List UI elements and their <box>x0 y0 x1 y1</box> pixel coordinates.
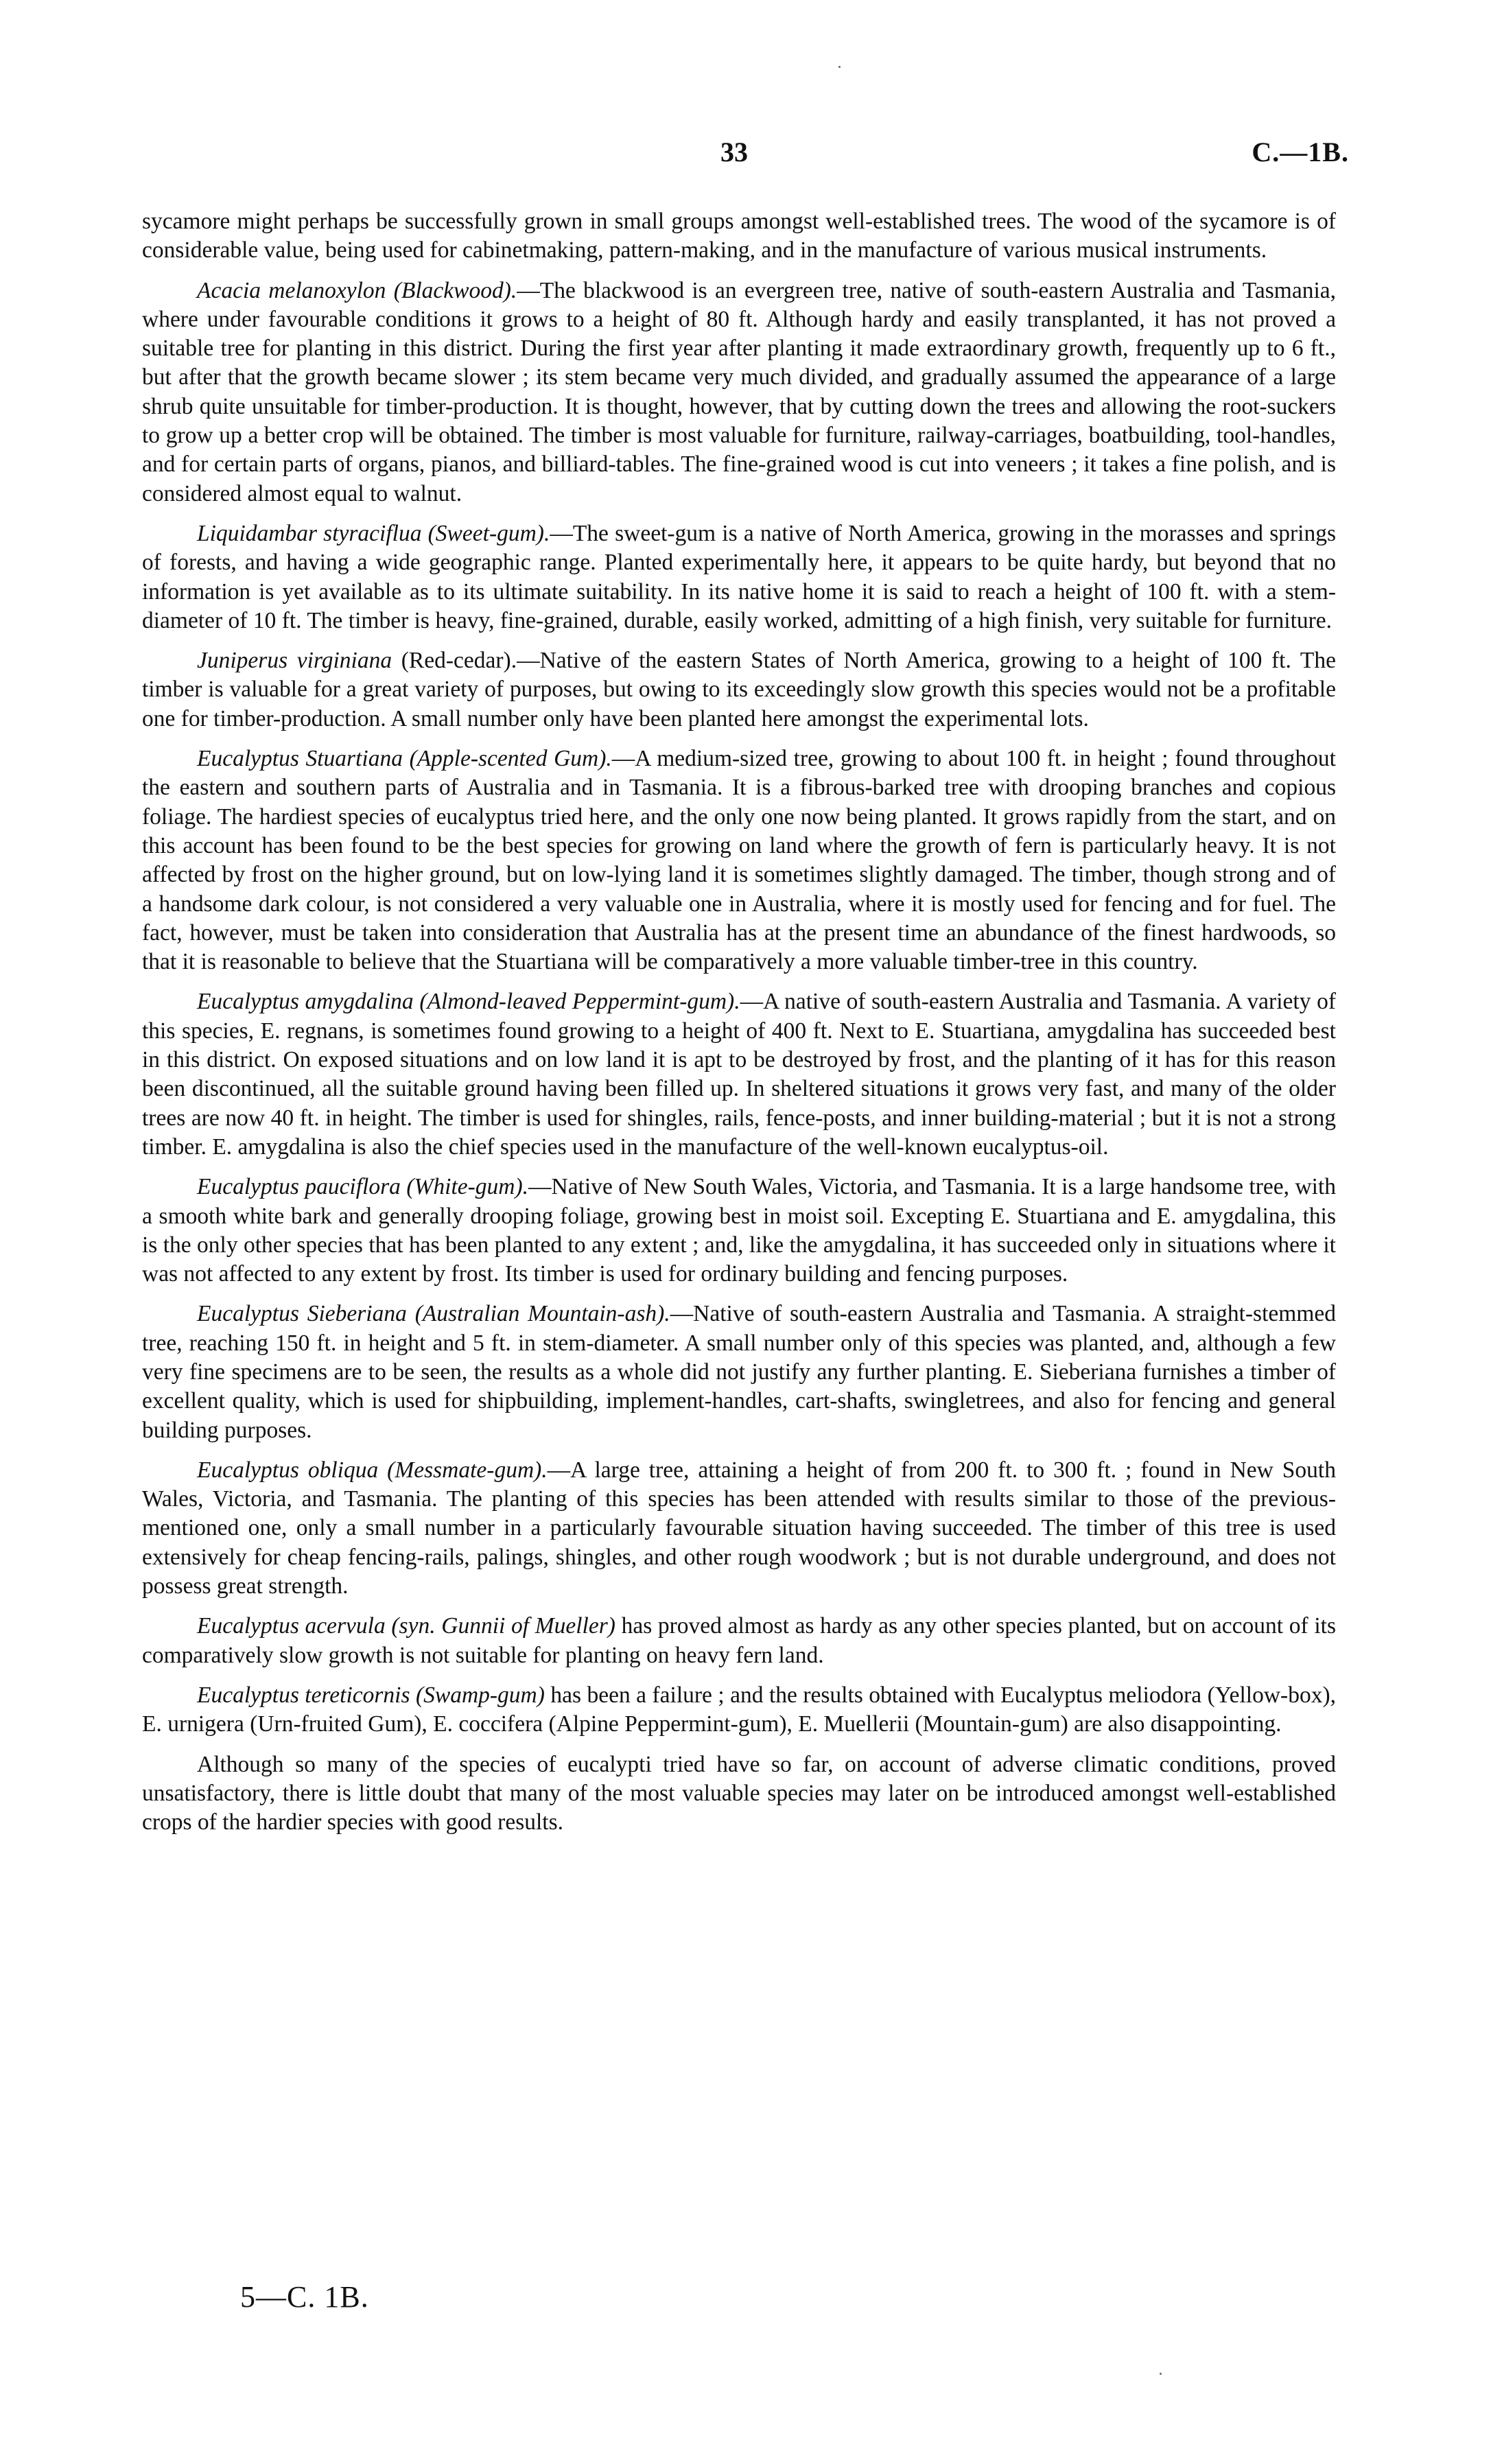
paragraph-text: —The blackwood is an evergreen tree, native of south-eastern Australia and Tasmania, where under favourable conditions it grows to a height of 80 ft. Although hardy and easily transplanted, it has not proved a suitable tree for planting in this district. During the first year after planting it made extraordinary growth, frequently up to 6 ft., but after that the growth became slower ; its stem became very much divided, and gradually assumed the appearance of a large shrub quite unsuitable for timber-production. It is thought, however, that by cutting down the trees and allowing the root-suckers to grow up a better crop will be obtained. The timber is most valuable for furniture, railway-carriages, boatbuilding, tool-handles, and for certain parts of organs, pianos, and billiard-tables. The fine-grained wood is cut into veneers ; it takes a fine polish, and is considered almost equal to walnut. <box>142 277 1337 506</box>
paragraph-blackwood <box>142 277 1336 508</box>
paragraph-mountain-ash <box>142 1300 1336 1444</box>
paragraph-lead: Acacia melanoxylon (Blackwood). <box>197 277 517 303</box>
printer-signature: 5—C. 1B. <box>240 2280 369 2314</box>
paragraph-text: sycamore might perhaps be successfully grown in small groups amongst well-established trees. The wood of the sycamore is of considerable value, being used for cabinetmaking, pattern-making, and in the manufacture of various musical instruments. <box>142 209 1336 263</box>
paragraph-sycamore <box>142 207 1336 266</box>
paragraph-red-cedar <box>142 646 1336 734</box>
paragraph-text: —A native of south-eastern Australia and Tasmania. A variety of this species, E. regnans, is sometimes found growing to a height of 400 ft. Next to E. Stuartiana, amygdalina has succeeded best in this district. On exposed situations and on low land it is apt to be destroyed by frost, and the planting of it has for this reason been discontinued, all the suitable ground having been filled up. In sheltered situations it grows very fast, and many of the older trees are now 40 ft. in height. The timber is used for shingles, rails, fence-posts, and inner building-material ; but it is not a strong timber. E. amygdalina is also the chief species used in the manufacture of the well-known eucalyptus-oil. <box>142 989 1336 1160</box>
paragraph-lead: Juniperus virginiana <box>197 648 392 674</box>
body-text <box>142 207 1336 1848</box>
paragraph-acervula <box>142 1612 1336 1670</box>
paragraph-lead: Eucalyptus obliqua (Messmate-gum). <box>197 1457 548 1483</box>
paragraph-white-gum <box>142 1173 1336 1289</box>
paragraph-text: (Red-cedar).—Native of the eastern States of North America, growing to a height of 100 ft. The timber is valuable for a great variety of purposes, but owing to its exceedingly slow growth this species would not be a profitable one for timber-production. A small number only have been planted here amongst the experimental lots. <box>142 648 1336 731</box>
speck-mark <box>838 66 841 68</box>
paragraph-text: —The sweet-gum is a native of North America, growing in the morasses and springs of forests, and having a wide geographic range. Planted experimentally here, it appears to be quite hardy, but beyond that no information is yet available as to its ultimate suitability. In its native home it is said to reach a height of 100 ft. with a stem-diameter of 10 ft. The timber is heavy, fine-grained, durable, easily worked, admitting of a high finish, very suitable for furniture. <box>142 520 1336 633</box>
page-number: 33 <box>720 137 748 167</box>
paragraph-lead: Eucalyptus acervula (syn. Gunnii of Mueller) <box>197 1613 615 1639</box>
paragraph-text: has been a failure ; and the results obtained with Eucalyptus meliodora (Yellow-box), E. urnigera (Urn-fruited Gum), E. coccifera (Alpine Peppermint-gum), E. Muellerii (Mountain-gum) are also disappointing. <box>142 1682 1336 1737</box>
paragraph-lead: Liquidambar styraciflua (Sweet-gum). <box>197 520 550 546</box>
paragraph-conclusion <box>142 1750 1336 1838</box>
paragraph-messmate-gum <box>142 1456 1336 1601</box>
paragraph-apple-scented-gum <box>142 744 1336 976</box>
paragraph-lead: Eucalyptus pauciflora (White-gum). <box>197 1174 529 1200</box>
paragraph-text: —Native of New South Wales, Victoria, and Tasmania. It is a large handsome tree, with a smooth white bark and generally drooping foliage, growing best in moist soil. Excepting E. Stuartiana and E. amygdalina, this is the only other species that has been planted to any extent ; and, like the amygdalina, it has succeeded only in situations where it was not affected to any extent by frost. Its timber is used for ordinary building and fencing purposes. <box>142 1174 1336 1287</box>
paragraph-sweet-gum <box>142 519 1336 635</box>
paragraph-lead: Eucalyptus tereticornis (Swamp-gum) <box>197 1682 545 1708</box>
paragraph-text: Although so many of the species of eucalypti tried have so far, on account of adverse climatic conditions, proved unsatisfactory, there is little doubt that many of the most valuable species may later on be introduced amongst well-established crops of the hardier species with good results. <box>142 1751 1336 1835</box>
paragraph-lead: Eucalyptus amygdalina (Almond-leaved Peppermint-gum). <box>197 989 740 1015</box>
paragraph-text: —Native of south-eastern Australia and Tasmania. A straight-stemmed tree, reaching 150 ft. in height and 5 ft. in stem-diameter. A small number only of this species was planted, and, although a few very fine specimens are to be seen, the results as a whole did not justify any further planting. E. Sieberiana furnishes a timber of excellent quality, which is used for shipbuilding, implement-handles, cart-shafts, swingletrees, and also for fencing and general building purposes. <box>142 1301 1337 1443</box>
page-header <box>0 136 1491 177</box>
paragraph-text: has proved almost as hardy as any other species planted, but on account of its comparatively slow growth is not suitable for planting on heavy fern land. <box>142 1613 1336 1668</box>
paragraph-lead: Eucalyptus Sieberiana (Australian Mountain-ash). <box>197 1301 670 1327</box>
paragraph-text: —A large tree, attaining a height of from 200 ft. to 300 ft. ; found in New South Wales, Victoria, and Tasmania. The planting of this species has been attended with results similar to those of the previous-mentioned one, only a small number in a particularly favourable situation having succeeded. The timber of this tree is used extensively for cheap fencing-rails, palings, shingles, and other rough woodwork ; but is not durable underground, and does not possess great strength. <box>142 1457 1336 1599</box>
speck-mark <box>1160 2373 1162 2375</box>
paragraph-text: —A medium-sized tree, growing to about 100 ft. in height ; found throughout the eastern and southern parts of Australia and in Tasmania. It is a fibrous-barked tree with drooping branches and copious foliage. The hardiest species of eucalyptus tried here, and the only one now being planted. It grows rapidly from the start, and on this account has been found to be the best species for growing on land where the growth of fern is particularly heavy. It is not affected by frost on the higher ground, but on low-lying land it is sometimes slightly damaged. The timber, though strong and of a handsome dark colour, is not considered a very valuable one in Australia, where it is mostly used for fencing and for fuel. The fact, however, must be taken into consideration that Australia has at the present time an abundance of the finest hardwoods, so that it is reasonable to believe that the Stuartiana will be comparatively a more valuable timber-tree in this country. <box>142 746 1336 975</box>
document-reference: C.—1B. <box>1252 137 1349 167</box>
paragraph-peppermint-gum <box>142 987 1336 1162</box>
paragraph-lead: Eucalyptus Stuartiana (Apple-scented Gum). <box>197 746 612 772</box>
paragraph-swamp-gum <box>142 1681 1336 1739</box>
